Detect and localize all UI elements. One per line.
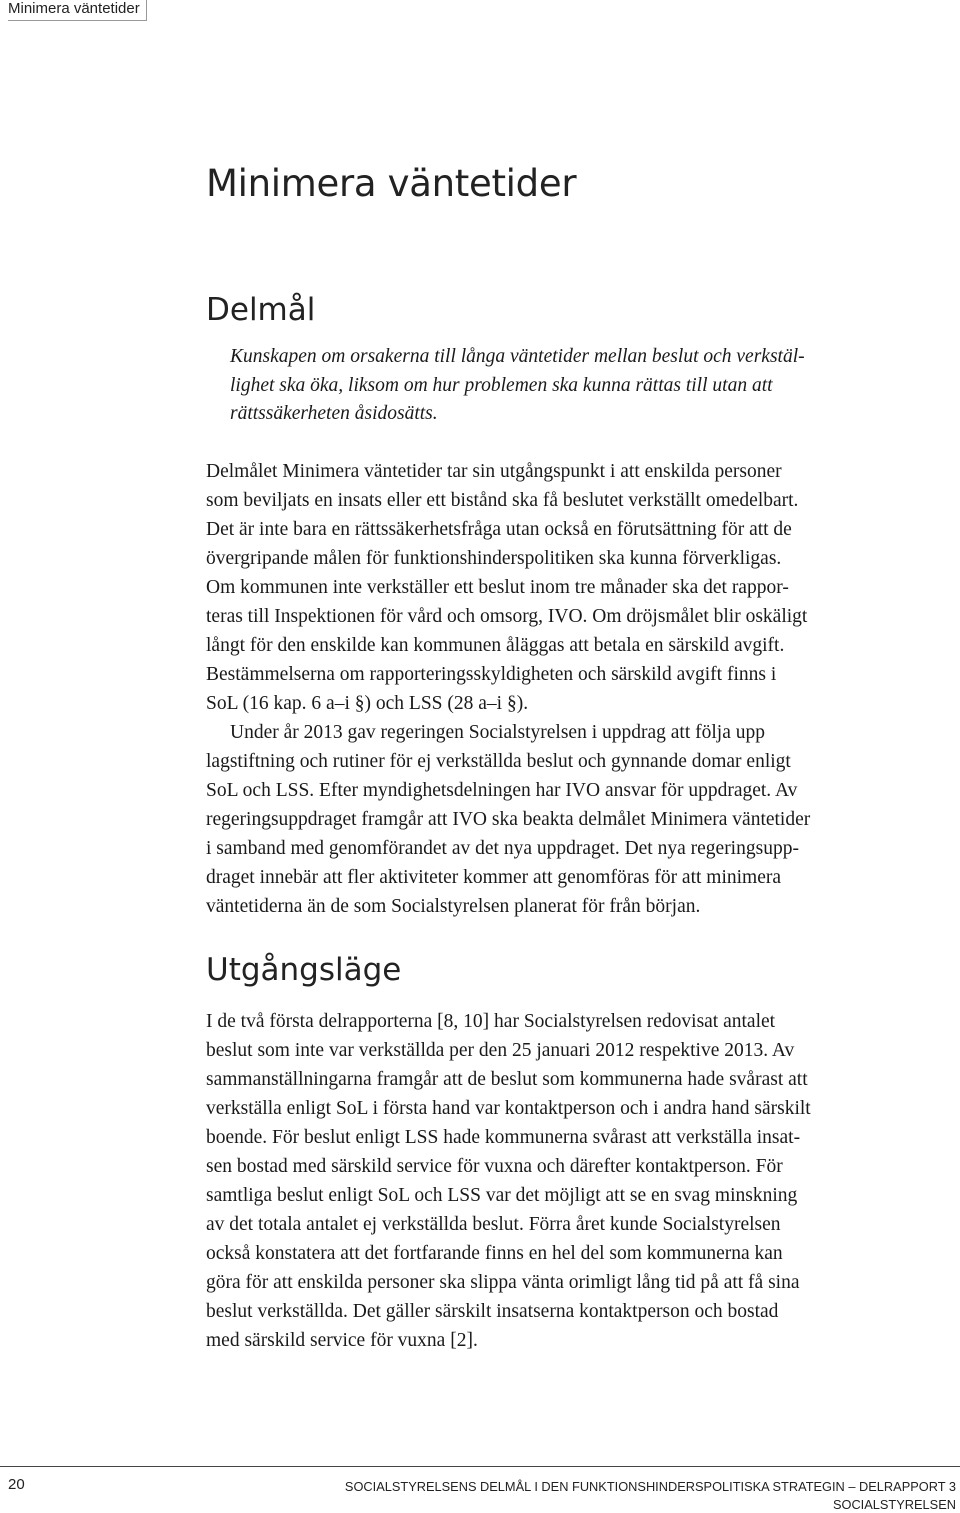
text-line: draget innebär att fler aktiviteter kommer att genomföras för att minimera xyxy=(206,867,782,888)
text-line: SoL (16 kap. 6 a–i §) och LSS (28 a–i §). xyxy=(206,693,529,714)
page-number: 20 xyxy=(8,1476,25,1493)
goal-line: rättssäkerheten åsidosätts. xyxy=(230,403,438,425)
text-line: regeringsuppdraget framgår att IVO ska beakta delmålet Minimera väntetider xyxy=(206,809,811,830)
chapter-title: Minimera väntetider xyxy=(206,162,577,205)
text-line: verkställa enligt SoL i första hand var kontaktperson och i andra hand särskilt xyxy=(206,1098,811,1119)
text-line: teras till Inspektionen för vård och omsorg, IVO. Om dröjsmålet blir oskäligt xyxy=(206,606,808,627)
goal-line: lighet ska öka, liksom om hur problemen ska kunna rättas till utan att xyxy=(230,374,773,396)
utgangslage-body xyxy=(206,1007,956,1355)
paragraph xyxy=(206,718,956,921)
text-line: sen bostad med särskild service för vuxna och därefter kontaktperson. För xyxy=(206,1156,783,1177)
text-line: Om kommunen inte verkställer ett beslut inom tre månader ska det rappor- xyxy=(206,577,789,598)
text-line: SoL och LSS. Efter myndighetsdelningen har IVO ansvar för uppdraget. Av xyxy=(206,780,798,801)
text-line: sammanställningarna framgår att de beslut som kommunerna hade svårast att xyxy=(206,1069,808,1090)
delmal-body xyxy=(206,457,956,921)
text-line: samtliga beslut enligt SoL och LSS var det möjligt att se en svag minskning xyxy=(206,1185,798,1206)
text-line: I de två första delrapporterna [8, 10] har Socialstyrelsen redovisat antalet xyxy=(206,1011,776,1032)
text-line: som beviljats en insats eller ett bistånd ska få beslutet verkställt omedelbart. xyxy=(206,490,799,511)
text-line: i samband med genomförandet av det nya uppdraget. Det nya regeringsupp- xyxy=(206,838,799,859)
text-line: väntetiderna än de som Socialstyrelsen planerat för från början. xyxy=(206,896,701,917)
footer-organization: SOCIALSTYRELSEN xyxy=(832,1497,956,1512)
goal-line: Kunskapen om orsakerna till långa väntetider mellan beslut och verkstäl- xyxy=(230,346,805,367)
text-line: långt för den enskilde kan kommunen åläggas att betala en särskild avgift. xyxy=(206,635,785,656)
text-line: boende. För beslut enligt LSS hade kommunerna svårast att verkställa insat- xyxy=(206,1127,801,1148)
section-heading-delmal: Delmål xyxy=(206,292,316,328)
text-line: beslut som inte var verkställda per den 25 januari 2012 respektive 2013. Av xyxy=(206,1040,795,1061)
text-line: lagstiftning och rutiner för ej verkställda beslut och gynnande domar enligt xyxy=(206,751,791,772)
paragraph xyxy=(206,1007,956,1355)
text-line: också konstatera att det fortfarande finns en hel del som kommunerna kan xyxy=(206,1243,783,1264)
footer-report-title: SOCIALSTYRELSENS DELMÅL I DEN FUNKTIONSHINDERSPOLITISKA STRATEGIN – DELRAPPORT 3 xyxy=(344,1479,956,1494)
section-heading-utgangslage: Utgångsläge xyxy=(206,952,402,988)
text-line: Bestämmelserna om rapporteringsskyldigheten och särskild avgift finns i xyxy=(206,664,777,685)
paragraph xyxy=(206,457,956,718)
text-line: Det är inte bara en rättssäkerhetsfråga utan också en förutsättning för att de xyxy=(206,519,792,540)
text-line: med särskild service för vuxna [2]. xyxy=(206,1330,478,1351)
text-line: beslut verkställda. Det gäller särskilt insatserna kontaktperson och bostad xyxy=(206,1301,779,1322)
text-line: Under år 2013 gav regeringen Socialstyrelsen i uppdrag att följa upp xyxy=(230,722,766,743)
text-line: Delmålet Minimera väntetider tar sin utgångspunkt i att enskilda personer xyxy=(206,461,782,482)
text-line: övergripande målen för funktionshinderspolitiken ska kunna förverkligas. xyxy=(206,548,782,569)
footer-divider xyxy=(0,1466,960,1467)
goal-statement xyxy=(230,343,954,429)
text-line: göra för att enskilda personer ska slippa vänta orimligt lång tid på att få sina xyxy=(206,1272,800,1293)
running-header: Minimera väntetider xyxy=(8,0,147,21)
text-line: av det totala antalet ej verkställda beslut. Förra året kunde Socialstyrelsen xyxy=(206,1214,781,1235)
